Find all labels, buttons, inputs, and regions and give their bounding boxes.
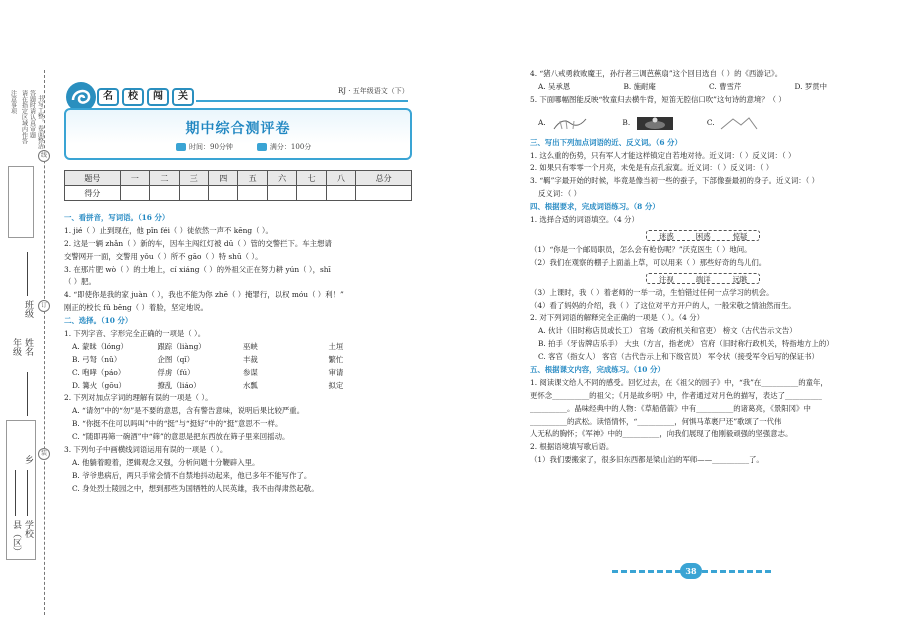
binding-margin (0, 0, 58, 636)
logo-text (97, 88, 194, 106)
section-heading: 二、选择。（10 分） (64, 316, 133, 326)
section-heading: 五、根据课文内容，完成练习。（10 分） (530, 365, 665, 375)
question-line: 2. 如果只有零零一个月亮，未免是有点孔寂寞。近义词：（ ）反义词：（ ） (530, 163, 774, 173)
score-header-row (65, 171, 412, 186)
willow-sketch-icon (550, 115, 590, 131)
option-line: B. 拍手（牙齿牌店乐手） 大虫（方言，指老虎） 官府（旧时称行政机关，特指地方上的） (538, 339, 834, 349)
score-cell[interactable] (238, 186, 267, 201)
option-line: C. 客官（指女人） 客官（古代告示上和下级官员） 军令状（接受军令后写的保证书） (538, 352, 819, 362)
brand-logo (64, 80, 214, 110)
option-item: C. 曹雪芹 (709, 81, 742, 91)
score-value-row (65, 186, 412, 201)
grade-label: RJ · 五年级语文（下） (338, 87, 409, 95)
option-item: B. 弓弩（nǔ） (72, 354, 122, 364)
question-line: （2）我们在观察的棚子上面盖上草，可以用来（ ）那些好奇的鸟儿们。 (530, 257, 767, 267)
question-line: 2. 对下列词语的解释完全正确的一项是（ ）。（4 分） (530, 313, 704, 323)
question-line: （4）看了妈妈的介绍，我（ ）了这位对平方开户的人，一般宋敬之情油然而生。 (530, 300, 796, 310)
option-item: 参谋 (243, 367, 258, 377)
logo-char: 关 (172, 88, 194, 106)
field-school-label: 学校 (23, 520, 33, 538)
option-item: 拟定 (328, 380, 344, 390)
word-bank (646, 230, 760, 241)
question-line: 反义词：（ ） (538, 189, 581, 199)
field-name-line[interactable] (27, 372, 28, 416)
option-line: C. 身处烈士陵园之中，想到那些为国牺牲的人民英雄，我不由得肃然起敬。 (72, 483, 319, 493)
logo-char: 校 (122, 88, 144, 106)
option-line: A. 伙计（旧时称店员或长工） 官场（政府机关和官吏） 榜文（古代告示文告） (538, 326, 797, 336)
question-line: （1）我们要搬家了，很多旧东西都是梁山泊的军师——__________了。 (530, 455, 764, 465)
score-cell[interactable] (120, 186, 149, 201)
exam-title: 期中综合测评卷 (185, 121, 291, 137)
option-item: 企图（qǐ） (157, 354, 195, 364)
full-score-text: 满分：100分 (269, 143, 312, 151)
option-line: B. “你挺不住可以吗叫”中的“挺”与“挺好”中的“挺”意思不一样。 (72, 419, 283, 429)
question-line: 交警网开一面，交警用 yǒu（ ）所不 gāo（ ）特 shū（ ）。 (64, 251, 263, 261)
line-mark: 线 (38, 150, 50, 162)
ox-rider-icon (635, 115, 675, 131)
question-line: 1. 选择合适的词语填空。（4 分） (530, 215, 639, 225)
word-item: 远眺 (732, 274, 748, 284)
option-line: A. “请勿”中的“勿”是不要的意思，含有警告意味，说明后果比较严重。 (72, 406, 305, 416)
option-item: 丰裁 (243, 354, 258, 364)
option-item: 俘虏（fú） (157, 367, 195, 377)
field-name-label: 姓名 (23, 338, 33, 356)
question-line: 4. “即使你是我的家 juàn（ ），我也不能为你 zhē（ ）掩罪行，以权 móu（ ）利！” (64, 290, 344, 300)
option-item: B. 施耐庵 (623, 81, 656, 91)
landscape-sketch-icon (719, 115, 759, 131)
score-header-cell: 五 (238, 171, 267, 186)
question-line: 人无私的胸怀；《军神》中的__________，向我们展现了他刚毅顽强的坚强意志。 (530, 429, 793, 439)
option-item: A. 蒙昧（lóng） (72, 341, 128, 351)
picture-options (530, 107, 880, 137)
score-label-cell: 得分 (65, 186, 121, 201)
score-header-cell: 八 (326, 171, 355, 186)
clock-icon (176, 143, 186, 151)
question-line: __________的武松。读悟情怀，“__________，何惧马革裹尸还”歌颂了一代伟 (530, 416, 782, 426)
field-grade-label: 年级 (11, 338, 21, 356)
word-item: 困惑 (695, 231, 711, 241)
option-item: 撩乱（liáo） (157, 380, 201, 390)
score-header-cell: 总分 (356, 171, 412, 186)
question-line: 1. 下列字音、字形完全正确的一项是（ ）。 (64, 329, 206, 339)
score-header-cell: 六 (267, 171, 296, 186)
option-line: B. 爷爷患病后，两只手常会情不自禁地抖动起来，他已多年不能写作了。 (72, 470, 312, 480)
time-info (176, 142, 233, 152)
option-line: C. “随即再筛一碗酒”中“筛”的意思是把东西放在筛子里来回摇动。 (72, 432, 290, 442)
question-line: （ ）肥。 (64, 277, 96, 287)
question-line: 刚正的校长 fǔ bēng（ ）着脸，坚定地说。 (64, 303, 208, 313)
info-box (6, 420, 36, 560)
score-header-cell: 二 (150, 171, 179, 186)
field-township-label: 乡 (23, 455, 33, 464)
score-cell[interactable] (179, 186, 208, 201)
option-c-label: C. (706, 117, 715, 127)
word-item: 迷惑 (659, 231, 674, 241)
option-item: 土垣 (328, 341, 344, 351)
word-bank (646, 273, 760, 284)
question-line: 2. 这是一辆 zhǎn（ ）新的车，因车主闯红灯被 dū（ ）管的交警拦下。车主想请 (64, 238, 332, 248)
score-header-cell: 四 (209, 171, 238, 186)
score-header-cell: 一 (120, 171, 149, 186)
question-line: 4. “猪八戒勇救败魔王，孙行者三调芭蕉扇”这个回目选自（ ）的《西游记》。 (530, 69, 783, 78)
section-heading: 一、看拼音，写词语。（16 分） (64, 213, 170, 222)
notice-line: 答题时请认真审题 (28, 90, 36, 138)
option-row (64, 354, 414, 367)
score-cell[interactable] (326, 186, 355, 201)
section-heading: 四、根据要求，完成词语练习。（8 分） (530, 202, 660, 212)
section-heading: 三、写出下列加点词语的近、反义词。（6 分） (530, 137, 682, 147)
option-row (64, 341, 414, 354)
word-bank-row (530, 227, 880, 244)
word-item: 惊疑 (732, 231, 748, 241)
question-line: 2. 根据语境填写歌后语。 (530, 442, 614, 452)
page-number: 38 (680, 563, 702, 579)
option-item: D. 罗贯中 (794, 81, 828, 91)
question-line: 1. 这么重的伤势，只有军人才能这样镇定自若地对待。近义词：（ ）反义词：（ ） (530, 150, 796, 160)
question-line: 5. 下面哪幅图能反映“牧童归去横牛背，短笛无腔信口吹”这句诗的意境？（ ） (530, 94, 786, 104)
word-item: 注视 (659, 274, 674, 284)
title-banner (64, 108, 412, 160)
question-line: （1）“你是一个邮局职员，怎么会有枪伤呢？”沃克医生（ ）地问。 (530, 244, 752, 254)
field-class-label: 班级 (23, 300, 33, 318)
option-item: A. 吴承恩 (538, 81, 571, 91)
logo-char: 闯 (147, 88, 169, 106)
logo-char: 名 (97, 88, 119, 106)
question-line: 1. jié（ ）止到现在，他 pǐn féi（ ）徒依然一声不 kēng（ ）。 (64, 225, 273, 235)
bind-mark: 订 (38, 300, 50, 312)
exam-meta (176, 142, 311, 152)
left-column (64, 212, 414, 496)
notice-box (8, 166, 34, 238)
page-number-bar (612, 563, 772, 579)
score-cell[interactable] (356, 186, 412, 201)
question-line: （3）上课时，我（ ）着老师的一举一动，生怕错过任何一点学习的机会。 (530, 287, 774, 297)
option-row (64, 380, 414, 393)
notice-line: 注意事项 (9, 90, 17, 114)
field-county-label: 县（区） (11, 520, 21, 556)
question-line: 3. 下列句子中画横线词语运用有误的一项是（ ）。 (64, 445, 228, 455)
option-a-label: A. (538, 117, 546, 127)
score-header-cell: 七 (297, 171, 326, 186)
option-item: 繁忙 (328, 354, 344, 364)
notice-line: 请在指定区域内作答 (20, 90, 28, 144)
question-line: 3. 在那片肥 wò（ ）的土地上，cí xiáng（ ）的外祖父正在努力耕 yún（ ），shī (64, 264, 331, 274)
option-item: C. 咆哮（páo） (72, 367, 126, 377)
score-header-cell: 三 (179, 171, 208, 186)
header-rule (196, 100, 408, 102)
score-cell[interactable] (209, 186, 238, 201)
score-cell[interactable] (267, 186, 296, 201)
word-item: 端详 (695, 274, 711, 284)
score-cell[interactable] (150, 186, 179, 201)
option-row (530, 81, 880, 94)
option-item: 审请 (328, 367, 344, 377)
notice-line: 书写工整，卷面整洁 (36, 95, 44, 149)
option-row (64, 367, 414, 380)
question-line: 更怀念__________的祖父；《月是故乡明》中，作者通过对月色的描写，表达了__________ (530, 390, 822, 400)
option-item: 跟踪（liàng） (157, 341, 206, 351)
right-column (530, 68, 880, 467)
seal-mark: 装 (38, 448, 50, 460)
score-header-cell: 题号 (65, 171, 121, 186)
score-info (257, 142, 311, 152)
question-line: 3. “羁”字最开始的时候，毕竟是像当初一些的蚕子，下部像蚕最初的身子。近义词：（ ） (530, 176, 820, 186)
question-line: __________。晶味经典中的人物：《草船借箭》中有__________的诸葛亮，《景阳冈》中 (530, 403, 811, 413)
option-item: 巫峡 (243, 341, 258, 351)
question-line: 1. 阅读课文给人不同的感受。回忆过去，在《祖父的园子》中，“我”在__________的童年， (530, 377, 828, 387)
score-cell[interactable] (297, 186, 326, 201)
option-b-label: B. (622, 117, 631, 127)
pen-icon (257, 143, 267, 151)
score-table (64, 170, 412, 201)
field-class-line[interactable] (27, 252, 28, 296)
time-text: 时间：90分钟 (189, 143, 233, 151)
word-bank-row (530, 270, 880, 287)
option-item: D. 篝火（gōu） (72, 380, 126, 390)
question-line: 2. 下列对加点字词的理解有误的一项是（ ）。 (64, 393, 213, 403)
option-line: A. 他躺着瞪着，逻辑观念又强，分析问题十分鞭辟入里。 (72, 457, 260, 467)
option-item: 水瓢 (243, 380, 258, 390)
